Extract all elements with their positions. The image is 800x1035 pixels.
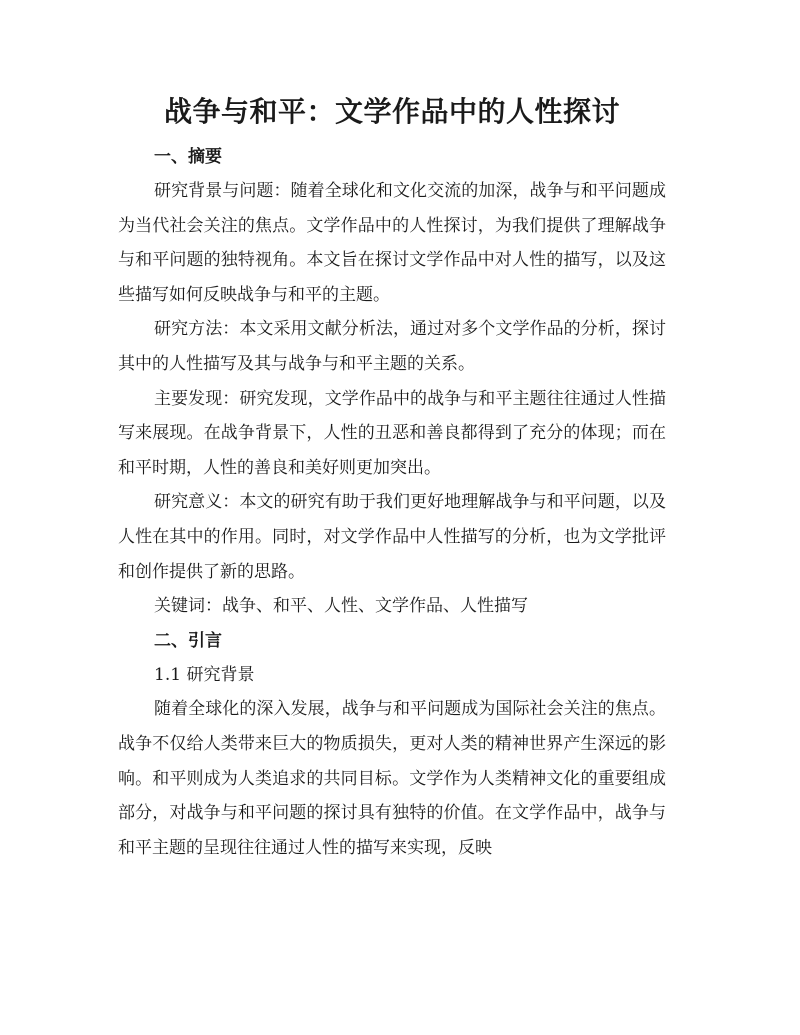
abstract-significance-paragraph: 研究意义：本文的研究有助于我们更好地理解战争与和平问题，以及人性在其中的作用。同时，对文学作品中人性描写的分析，也为文学批评和创作提供了新的思路。 bbox=[118, 492, 666, 582]
abstract-background-paragraph: 研究背景与问题：随着全球化和文化交流的加深，战争与和平问题成为当代社会关注的焦点。文学作品中的人性探讨，为我们提供了理解战争与和平问题的独特视角。本文旨在探讨文学作品中对人性的描写，以及这些描写如何反映战争与和平的主题。 bbox=[118, 181, 666, 305]
abstract-heading: 一、摘要 bbox=[154, 147, 222, 167]
introduction-heading: 二、引言 bbox=[154, 630, 222, 651]
document-page bbox=[118, 92, 666, 865]
abstract-method-paragraph: 研究方法：本文采用文献分析法，通过对多个文学作品的分析，探讨其中的人性描写及其与战争与和平主题的关系。 bbox=[118, 319, 666, 374]
section-1-1-paragraph: 随着全球化的深入发展，战争与和平问题成为国际社会关注的焦点。战争不仅给人类带来巨大的物质损失，更对人类的精神世界产生深远的影响。和平则成为人类追求的共同目标。文学作为人类精神文化的重要组成部分，对战争与和平问题的探讨具有独特的价值。在文学作品中，战争与和平主题的呈现往往通过人性的描写来实现，反映 bbox=[118, 699, 666, 858]
keywords-line: 关键词：战争、和平、人性、文学作品、人性描写 bbox=[154, 596, 528, 617]
abstract-findings-paragraph: 主要发现：研究发现，文学作品中的战争与和平主题往往通过人性描写来展现。在战争背景下，人性的丑恶和善良都得到了充分的体现；而在和平时期，人性的善良和美好则更加突出。 bbox=[118, 388, 666, 478]
document-title: 战争与和平：文学作品中的人性探讨 bbox=[163, 95, 620, 128]
section-1-1-heading: 1.1 研究背景 bbox=[154, 664, 255, 685]
